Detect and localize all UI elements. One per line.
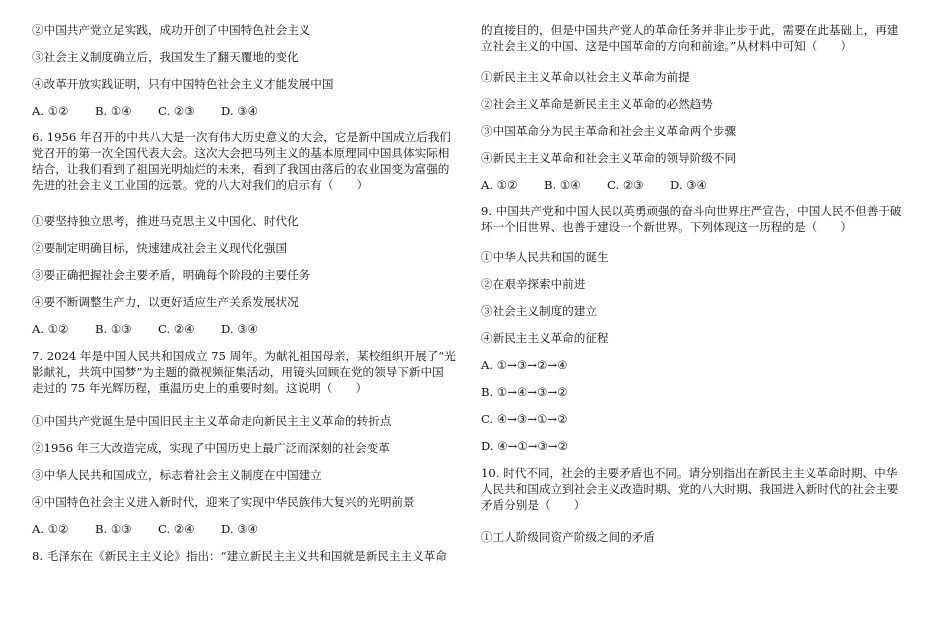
q5-answer-a[interactable]: A. ①② [32, 104, 69, 118]
q7-option-1: ①中国共产党诞生是中国旧民主主义革命走向新民主主义革命的转折点 [32, 414, 392, 428]
q6-option-3: ③要正确把握社会主要矛盾，明确每个阶段的主要任务 [32, 268, 311, 282]
q8-answer-b[interactable]: B. ①④ [544, 178, 581, 192]
q6-answer-a[interactable]: A. ①② [32, 322, 69, 336]
q7-option-3: ③中华人民共和国成立，标志着社会主义制度在中国建立 [32, 468, 322, 482]
q10-stem-line: 矛盾分别是（ ） [481, 498, 586, 512]
q10-stem-line: 10. 时代不同，社会的主要矛盾也不同。请分别指出在新民主主义革命时期、中华 [481, 466, 898, 480]
q5-option-4: ④改革开放实践证明，只有中国特色社会主义才能发展中国 [32, 77, 334, 91]
q9-option-2: ②在艰辛探索中前进 [481, 277, 586, 291]
q7-answer-c[interactable]: C. ②④ [158, 522, 195, 536]
q9-stem [481, 203, 921, 235]
q8-stem-line: 立社会主义的中国、这是中国革命的方向和前途。”从材料中可知（ ） [481, 39, 853, 53]
q8-answer-d[interactable]: D. ③④ [670, 178, 708, 192]
q8-answers [481, 177, 733, 193]
q6-answer-c[interactable]: C. ②④ [158, 322, 195, 336]
q7-stem [32, 348, 472, 396]
q9-stem-line: 9. 中国共产党和中国人民以英勇顽强的奋斗向世界庄严宣告，中国人民不但善于破 [481, 204, 902, 218]
q5-answer-d[interactable]: D. ③④ [221, 104, 259, 118]
q7-stem-line: 7. 2024 年是中国人民共和国成立 75 周年。为献礼祖国母亲，某校组织开展了“光 [32, 349, 456, 363]
q9-answer-c[interactable]: C. ④→③→①→② [481, 412, 568, 426]
q9-stem-line: 坏一个旧世界、也善于建设一个新世界。下列体现这一历程的是（ ） [481, 220, 853, 234]
q5-answers [32, 103, 284, 119]
q8-stem-continued [481, 22, 921, 54]
q6-stem-line: 先进的社会主义工业国的远景。党的八大对我们的启示有（ ） [32, 178, 369, 192]
q7-answer-d[interactable]: D. ③④ [221, 522, 259, 536]
q6-stem [32, 129, 472, 193]
q6-option-4: ④要不断调整生产力，以更好适应生产关系发展状况 [32, 295, 299, 309]
q6-answers [32, 321, 284, 337]
q9-answer-b[interactable]: B. ①→④→③→② [481, 385, 568, 399]
q6-option-1: ①要坚持独立思考，推进马克思主义中国化、时代化 [32, 214, 299, 228]
q10-option-1: ①工人阶级同资产阶级之间的矛盾 [481, 530, 655, 544]
q9-answer-d[interactable]: D. ④→①→③→② [481, 439, 568, 453]
q8-answer-a[interactable]: A. ①② [481, 178, 518, 192]
q8-stem-start: 8. 毛泽东在《新民主主义论》指出：“建立新民主主义共和国就是新民主主义革命 [32, 549, 447, 563]
q8-option-4: ④新民主主义革命和社会主义革命的领导阶级不同 [481, 151, 737, 165]
q6-stem-line: 6. 1956 年召开的中共八大是一次有伟大历史意义的大会，它是新中国成立后我们 [32, 130, 451, 144]
q5-answer-b[interactable]: B. ①④ [95, 104, 132, 118]
q7-stem-line: 影献礼，共筑中国梦”为主题的微视频征集活动，用镜头回顾在党的领导下新中国 [32, 365, 444, 379]
q9-option-4: ④新民主主义革命的征程 [481, 331, 609, 345]
q6-stem-line: 党召开的第一次全国代表大会。这次大会把马列主义的基本原理同中国具体实际相 [32, 146, 450, 160]
q7-answer-b[interactable]: B. ①③ [95, 522, 132, 536]
q6-option-2: ②要制定明确目标，快速建成社会主义现代化强国 [32, 241, 288, 255]
q7-option-4: ④中国特色社会主义进入新时代，迎来了实现中华民族伟大复兴的光明前景 [32, 495, 415, 509]
q7-answers [32, 521, 284, 537]
q10-stem [481, 465, 921, 513]
q9-option-1: ①中华人民共和国的诞生 [481, 250, 609, 264]
q8-option-2: ②社会主义革命是新民主主义革命的必然趋势 [481, 97, 713, 111]
q8-option-3: ③中国革命分为民主革命和社会主义革命两个步骤 [481, 124, 737, 138]
q8-stem-line: 的直接目的，但是中国共产党人的革命任务并非止步于此，需要在此基础上，再建 [481, 23, 899, 37]
q6-answer-b[interactable]: B. ①③ [95, 322, 132, 336]
q6-stem-line: 结合，让我们看到了祖国光明灿烂的未来，看到了我国由落后的农业国变为富强的 [32, 162, 450, 176]
q7-answer-a[interactable]: A. ①② [32, 522, 69, 536]
q9-option-3: ③社会主义制度的建立 [481, 304, 597, 318]
q5-answer-c[interactable]: C. ②③ [158, 104, 195, 118]
q5-option-3: ③社会主义制度确立后，我国发生了翻天覆地的变化 [32, 50, 299, 64]
q5-option-2: ②中国共产党立足实践，成功开创了中国特色社会主义 [32, 23, 311, 37]
q8-answer-c[interactable]: C. ②③ [607, 178, 644, 192]
q8-option-1: ①新民主主义革命以社会主义革命为前提 [481, 70, 690, 84]
q10-stem-line: 人民共和国成立到社会主义改造时期、党的八大时期、我国进入新时代的社会主要 [481, 482, 899, 496]
q9-answer-a[interactable]: A. ①→③→②→④ [481, 358, 568, 372]
q7-option-2: ②1956 年三大改造完成，实现了中国历史上最广泛而深刻的社会变革 [32, 441, 390, 455]
q7-stem-line: 走过的 75 年光辉历程，重温历史上的重要时刻。这说明（ ） [32, 381, 368, 395]
q6-answer-d[interactable]: D. ③④ [221, 322, 259, 336]
